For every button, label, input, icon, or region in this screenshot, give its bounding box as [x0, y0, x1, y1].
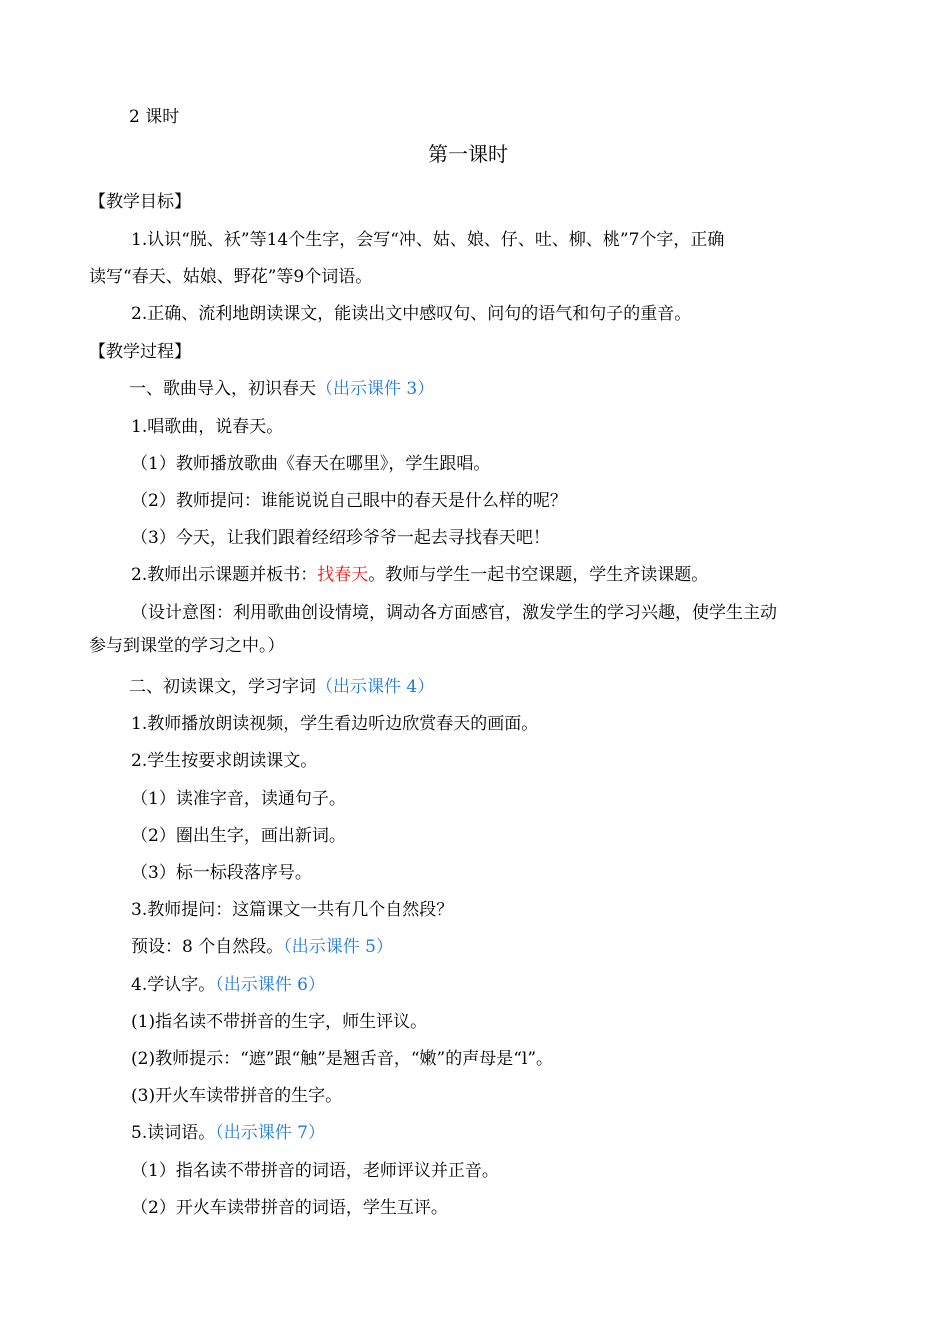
s2-step-5-item-1: （1）指名读不带拼音的词语，老师评议并正音。 — [131, 1161, 499, 1181]
s2-sub-1: （1）读准字音，读通句子。 — [131, 789, 346, 809]
goal-1-line-1: 1.认识“脱、袄”等14个生字，会写“冲、姑、娘、仔、吐、柳、桃”7个字，正确 — [131, 230, 725, 250]
s2-step-5 — [131, 1122, 325, 1144]
section-1-title-text: 一、歌曲导入，初识春天 — [129, 379, 316, 399]
s2-step-4-item-1: (1)指名读不带拼音的生字，师生评议。 — [131, 1012, 428, 1032]
s2-step-4-item-2: (2)教师提示：“遮”跟“触”是翘舌音，“嫩”的声母是“l”。 — [131, 1049, 554, 1069]
section-2-title-text: 二、初读课文，学习字词 — [129, 677, 316, 697]
process-heading: 【教学过程】 — [89, 342, 191, 362]
goal-1-line-2: 读写“春天、姑娘、野花”等9个词语。 — [89, 267, 373, 287]
s2-sub-2: （2）圈出生字，画出新词。 — [131, 826, 346, 846]
s2-step-4-text: 4.学认字。 — [131, 975, 216, 995]
s2-step-4 — [131, 974, 325, 996]
s2-step-1: 1.教师播放朗读视频，学生看边听边欣赏春天的画面。 — [131, 714, 539, 734]
s2-sub-3: （3）标一标段落序号。 — [131, 863, 312, 883]
s2-step-2: 2.学生按要求朗读课文。 — [131, 751, 318, 771]
s2-step-3: 3.教师提问：这篇课文一共有几个自然段？ — [131, 900, 454, 920]
s2-step-4-item-3: (3)开火车读带拼音的生字。 — [131, 1086, 343, 1106]
section-2-title — [129, 676, 434, 698]
s2-preset-text: 预设：8 个自然段。 — [131, 937, 284, 957]
lesson-count: 2 课时 — [129, 107, 180, 127]
s1-step-2-post: 。教师与学生一起书空课题，学生齐读课题。 — [368, 565, 709, 585]
s2-preset — [131, 936, 393, 958]
s2-step-5-item-2: （2）开火车读带拼音的词语，学生互评。 — [131, 1198, 448, 1218]
page-title: 第一课时 — [428, 142, 508, 166]
s1-sub-1: （1）教师播放歌曲《春天在哪里》，学生跟唱。 — [131, 454, 491, 474]
s1-sub-2: （2）教师提问：谁能说说自己眼中的春天是什么样的呢？ — [131, 491, 567, 511]
s1-step-1: 1.唱歌曲，说春天。 — [131, 417, 284, 437]
goals-heading: 【教学目标】 — [89, 192, 191, 212]
section-1-title — [129, 378, 434, 400]
s1-sub-3: （3）今天，让我们跟着经绍珍爷爷一起去寻找春天吧！ — [131, 528, 550, 548]
s1-step-2-highlight: 找春天 — [317, 565, 369, 585]
section-2-ref: （出示课件 4） — [316, 677, 435, 697]
goal-2: 2.正确、流利地朗读课文，能读出文中感叹句、问句的语气和句子的重音。 — [131, 304, 692, 324]
s2-step-5-ref: （出示课件 7） — [215, 1123, 325, 1143]
section-1-ref: （出示课件 3） — [316, 379, 435, 399]
s2-step-5-text: 5.读词语。 — [131, 1123, 216, 1143]
design-intent-line-2: 参与到课堂的学习之中。） — [89, 636, 285, 656]
s1-step-2 — [131, 564, 708, 586]
s2-step-4-ref: （出示课件 6） — [215, 975, 325, 995]
s2-preset-ref: （出示课件 5） — [283, 937, 393, 957]
s1-step-2-pre: 2.教师出示课题并板书： — [131, 565, 318, 585]
design-intent-line-1: （设计意图：利用歌曲创设情境，调动各方面感官，激发学生的学习兴趣，使学生主动 — [131, 603, 777, 623]
